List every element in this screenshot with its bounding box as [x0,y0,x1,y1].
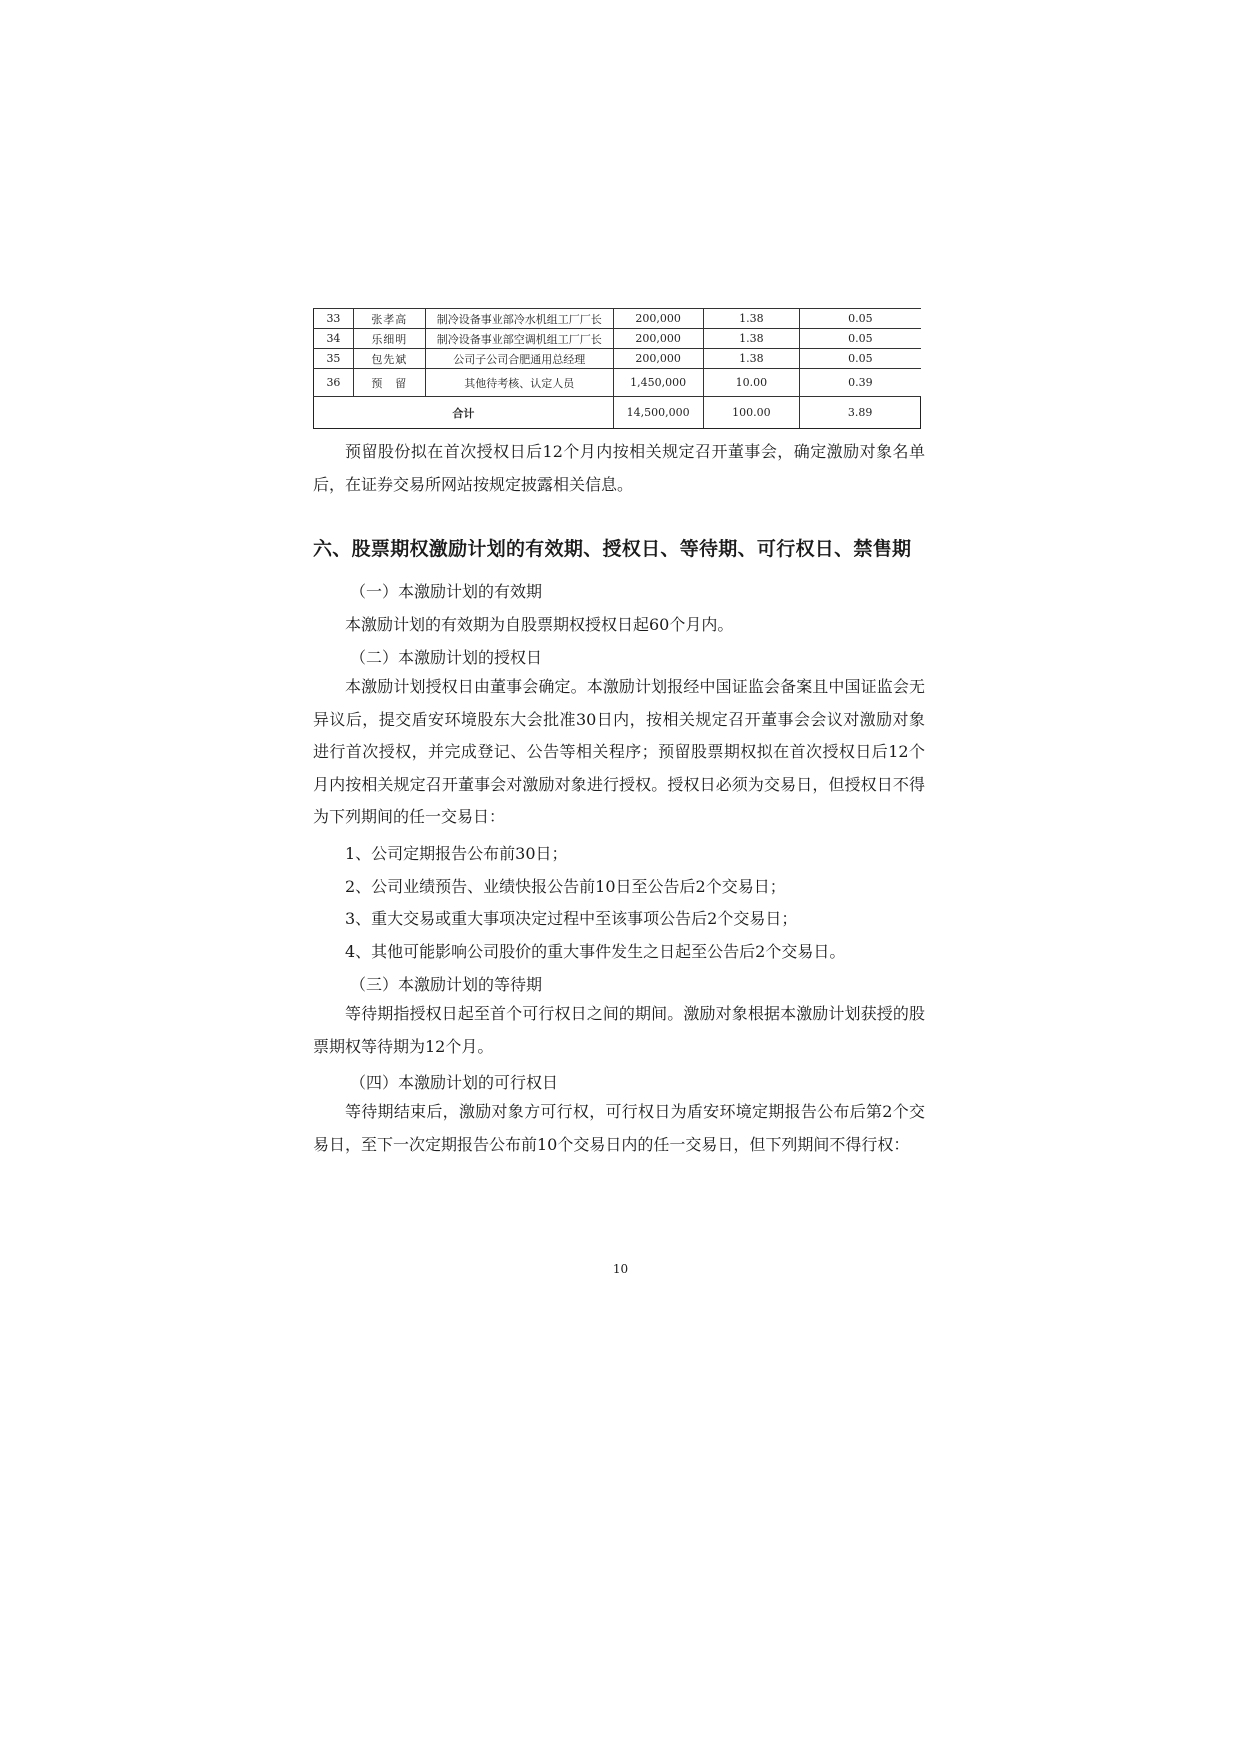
percent-of-share-capital: 0.05 [800,309,921,329]
options-granted: 200,000 [613,329,703,349]
grantee-name: 乐细明 [353,329,425,349]
allocation-table [313,308,921,429]
table-row [314,349,921,369]
percent-of-share-capital: 0.39 [800,369,921,397]
reserve-note: 预留股份拟在首次授权日后12个月内按相关规定召开董事会，确定激励对象名单后，在证券交易所网站按规定披露相关信息。 [313,442,925,494]
percent-of-total-grant: 1.38 [703,309,800,329]
grantee-position: 公司子公司合肥通用总经理 [425,349,613,369]
table-row [314,369,921,397]
restricted-period-item: 2、公司业绩预告、业绩快报公告前10日至公告后2个交易日； [345,877,786,896]
options-granted: 1,450,000 [613,369,703,397]
grantee-position: 制冷设备事业部空调机组工厂厂长 [425,329,613,349]
total-percent-of-grant: 100.00 [703,397,800,429]
subsection-title-grant-date: （二）本激励计划的授权日 [350,648,543,667]
subsection-title-validity: （一）本激励计划的有效期 [350,582,543,601]
exercise-date-paragraph: 等待期结束后，激励对象方可行权，可行权日为盾安环境定期报告公布后第2个交易日，至下一次定期报告公布前10个交易日内的任一交易日，但下列期间不得行权： [313,1102,925,1154]
percent-of-total-grant: 1.38 [703,329,800,349]
grantee-position: 其他待考核、认定人员 [425,369,613,397]
total-percent-of-share-capital: 3.89 [800,397,921,429]
subsection-title-waiting-period: （三）本激励计划的等待期 [350,975,543,994]
table-row [314,309,921,329]
grantee-position: 制冷设备事业部冷水机组工厂厂长 [425,309,613,329]
percent-of-share-capital: 0.05 [800,349,921,369]
grantee-name: 张孝高 [353,309,425,329]
row-number: 34 [314,329,354,349]
section-heading: 六、股票期权激励计划的有效期、授权日、等待期、可行权日、禁售期 [313,538,912,560]
row-number: 33 [314,309,354,329]
page-number: 10 [612,1262,629,1276]
total-options-granted: 14,500,000 [613,397,703,429]
grantee-name: 预 留 [353,369,425,397]
restricted-period-item: 1、公司定期报告公布前30日； [345,844,568,863]
grantee-name: 包先斌 [353,349,425,369]
percent-of-total-grant: 1.38 [703,349,800,369]
percent-of-total-grant: 10.00 [703,369,800,397]
restricted-period-item: 3、重大交易或重大事项决定过程中至该事项公告后2个交易日； [345,909,798,928]
options-granted: 200,000 [613,309,703,329]
percent-of-share-capital: 0.05 [800,329,921,349]
options-granted: 200,000 [613,349,703,369]
grant-date-paragraph: 本激励计划授权日由董事会确定。本激励计划报经中国证监会备案且中国证监会无异议后，提交盾安环境股东大会批准30日内，按相关规定召开董事会会议对激励对象进行首次授权，并完成登记、公告等相关程序；预留股票期权拟在首次授权日后12个月内按相关规定召开董事会对激励对象进行授权。授权日必须为交易日，但授权日不得为下列期间的任一交易日： [313,677,925,826]
subsection-title-exercise-date: （四）本激励计划的可行权日 [350,1073,559,1092]
table-row [314,329,921,349]
row-number: 36 [314,369,354,397]
restricted-period-item: 4、其他可能影响公司股价的重大事件发生之日起至公告后2个交易日。 [345,942,846,961]
total-label: 合计 [314,397,614,429]
table-total-row [314,397,921,429]
row-number: 35 [314,349,354,369]
validity-paragraph: 本激励计划的有效期为自股票期权授权日起60个月内。 [345,615,734,634]
waiting-period-paragraph: 等待期指授权日起至首个可行权日之间的期间。激励对象根据本激励计划获授的股票期权等待期为12个月。 [313,1004,925,1056]
